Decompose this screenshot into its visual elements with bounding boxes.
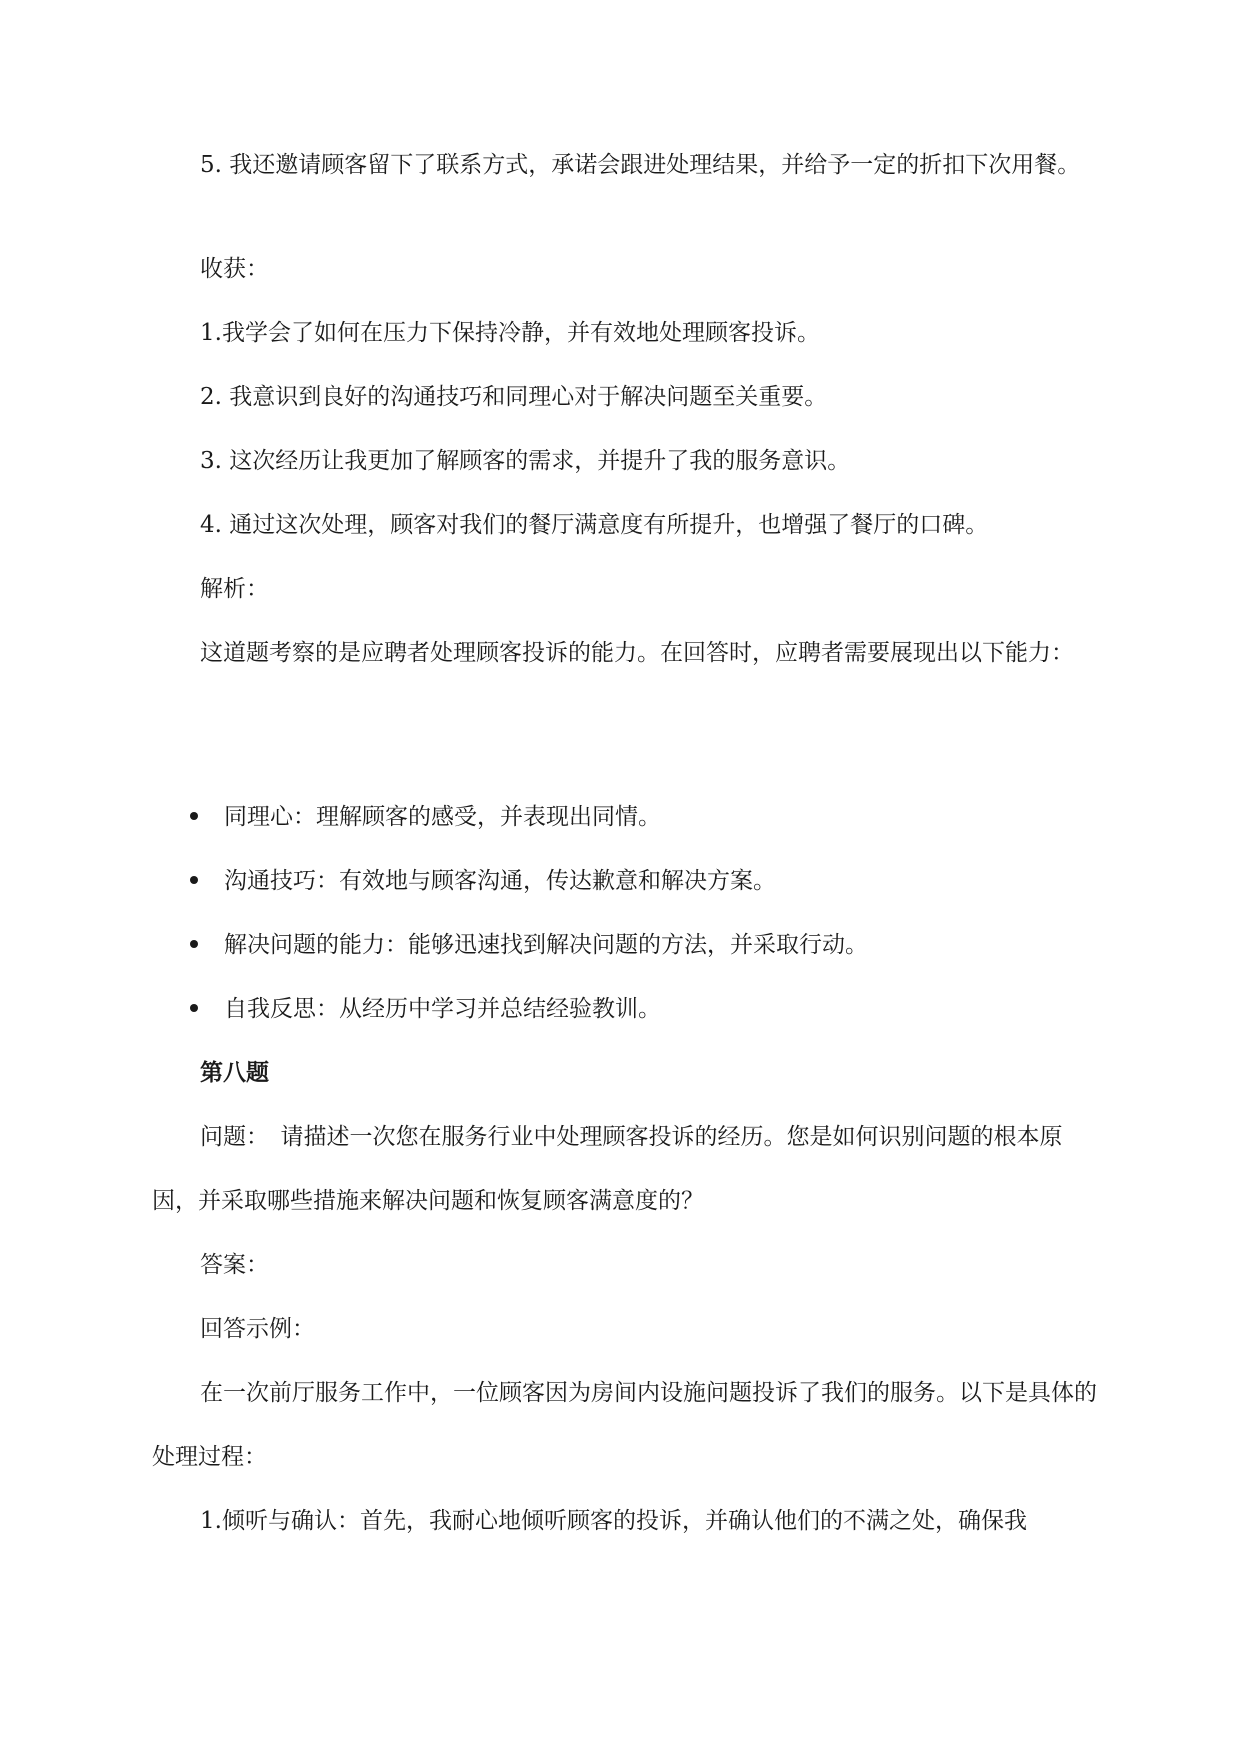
paragraph-example-label: 回答示例： [200,1316,315,1342]
paragraph-analysis-heading: 解析： [200,576,269,602]
paragraph-analysis: 这道题考察的是应聘者处理顾客投诉的能力。在回答时，应聘者需要展现出以下能力： [200,640,1074,666]
section-heading: 第八题 [200,1059,269,1086]
bullet-dot-icon [190,940,198,948]
bullet-dot-icon [190,876,198,884]
bullet-text: 沟通技巧：有效地与顾客沟通，传达歉意和解决方案。 [224,868,776,894]
paragraph-gains-heading: 收获： [200,256,269,282]
bullet-text: 同理心：理解顾客的感受，并表现出同情。 [224,804,661,830]
bullet-dot-icon [190,812,198,820]
paragraph-answer-label: 答案： [200,1252,269,1278]
bullet-dot-icon [190,1004,198,1012]
paragraph-gain-3: 3. 这次经历让我更加了解顾客的需求，并提升了我的服务意识。 [200,448,851,474]
paragraph-gain-4: 4. 通过这次处理，顾客对我们的餐厅满意度有所提升，也增强了餐厅的口碑。 [200,512,989,538]
paragraph-step-1: 1.倾听与确认：首先，我耐心地倾听顾客的投诉，并确认他们的不满之处，确保我 [200,1508,1027,1534]
paragraph-gain-1: 1.我学会了如何在压力下保持冷静，并有效地处理顾客投诉。 [200,320,820,346]
paragraph-gain-2: 2. 我意识到良好的沟通技巧和同理心对于解决问题至关重要。 [200,384,828,410]
bullet-text: 解决问题的能力：能够迅速找到解决问题的方法，并采取行动。 [224,932,868,958]
paragraph-context: 在一次前厅服务工作中，一位顾客因为房间内设施问题投诉了我们的服务。以下是具体的处理过程： [152,1380,1097,1470]
bullet-text: 自我反思：从经历中学习并总结经验教训。 [224,996,661,1022]
paragraph-followup: 5. 我还邀请顾客留下了联系方式，承诺会跟进处理结果，并给予一定的折扣下次用餐。 [200,152,1081,178]
paragraph-question: 问题： 请描述一次您在服务行业中处理顾客投诉的经历。您是如何识别问题的根本原因，并采取哪些措施来解决问题和恢复顾客满意度的？ [152,1124,1063,1214]
